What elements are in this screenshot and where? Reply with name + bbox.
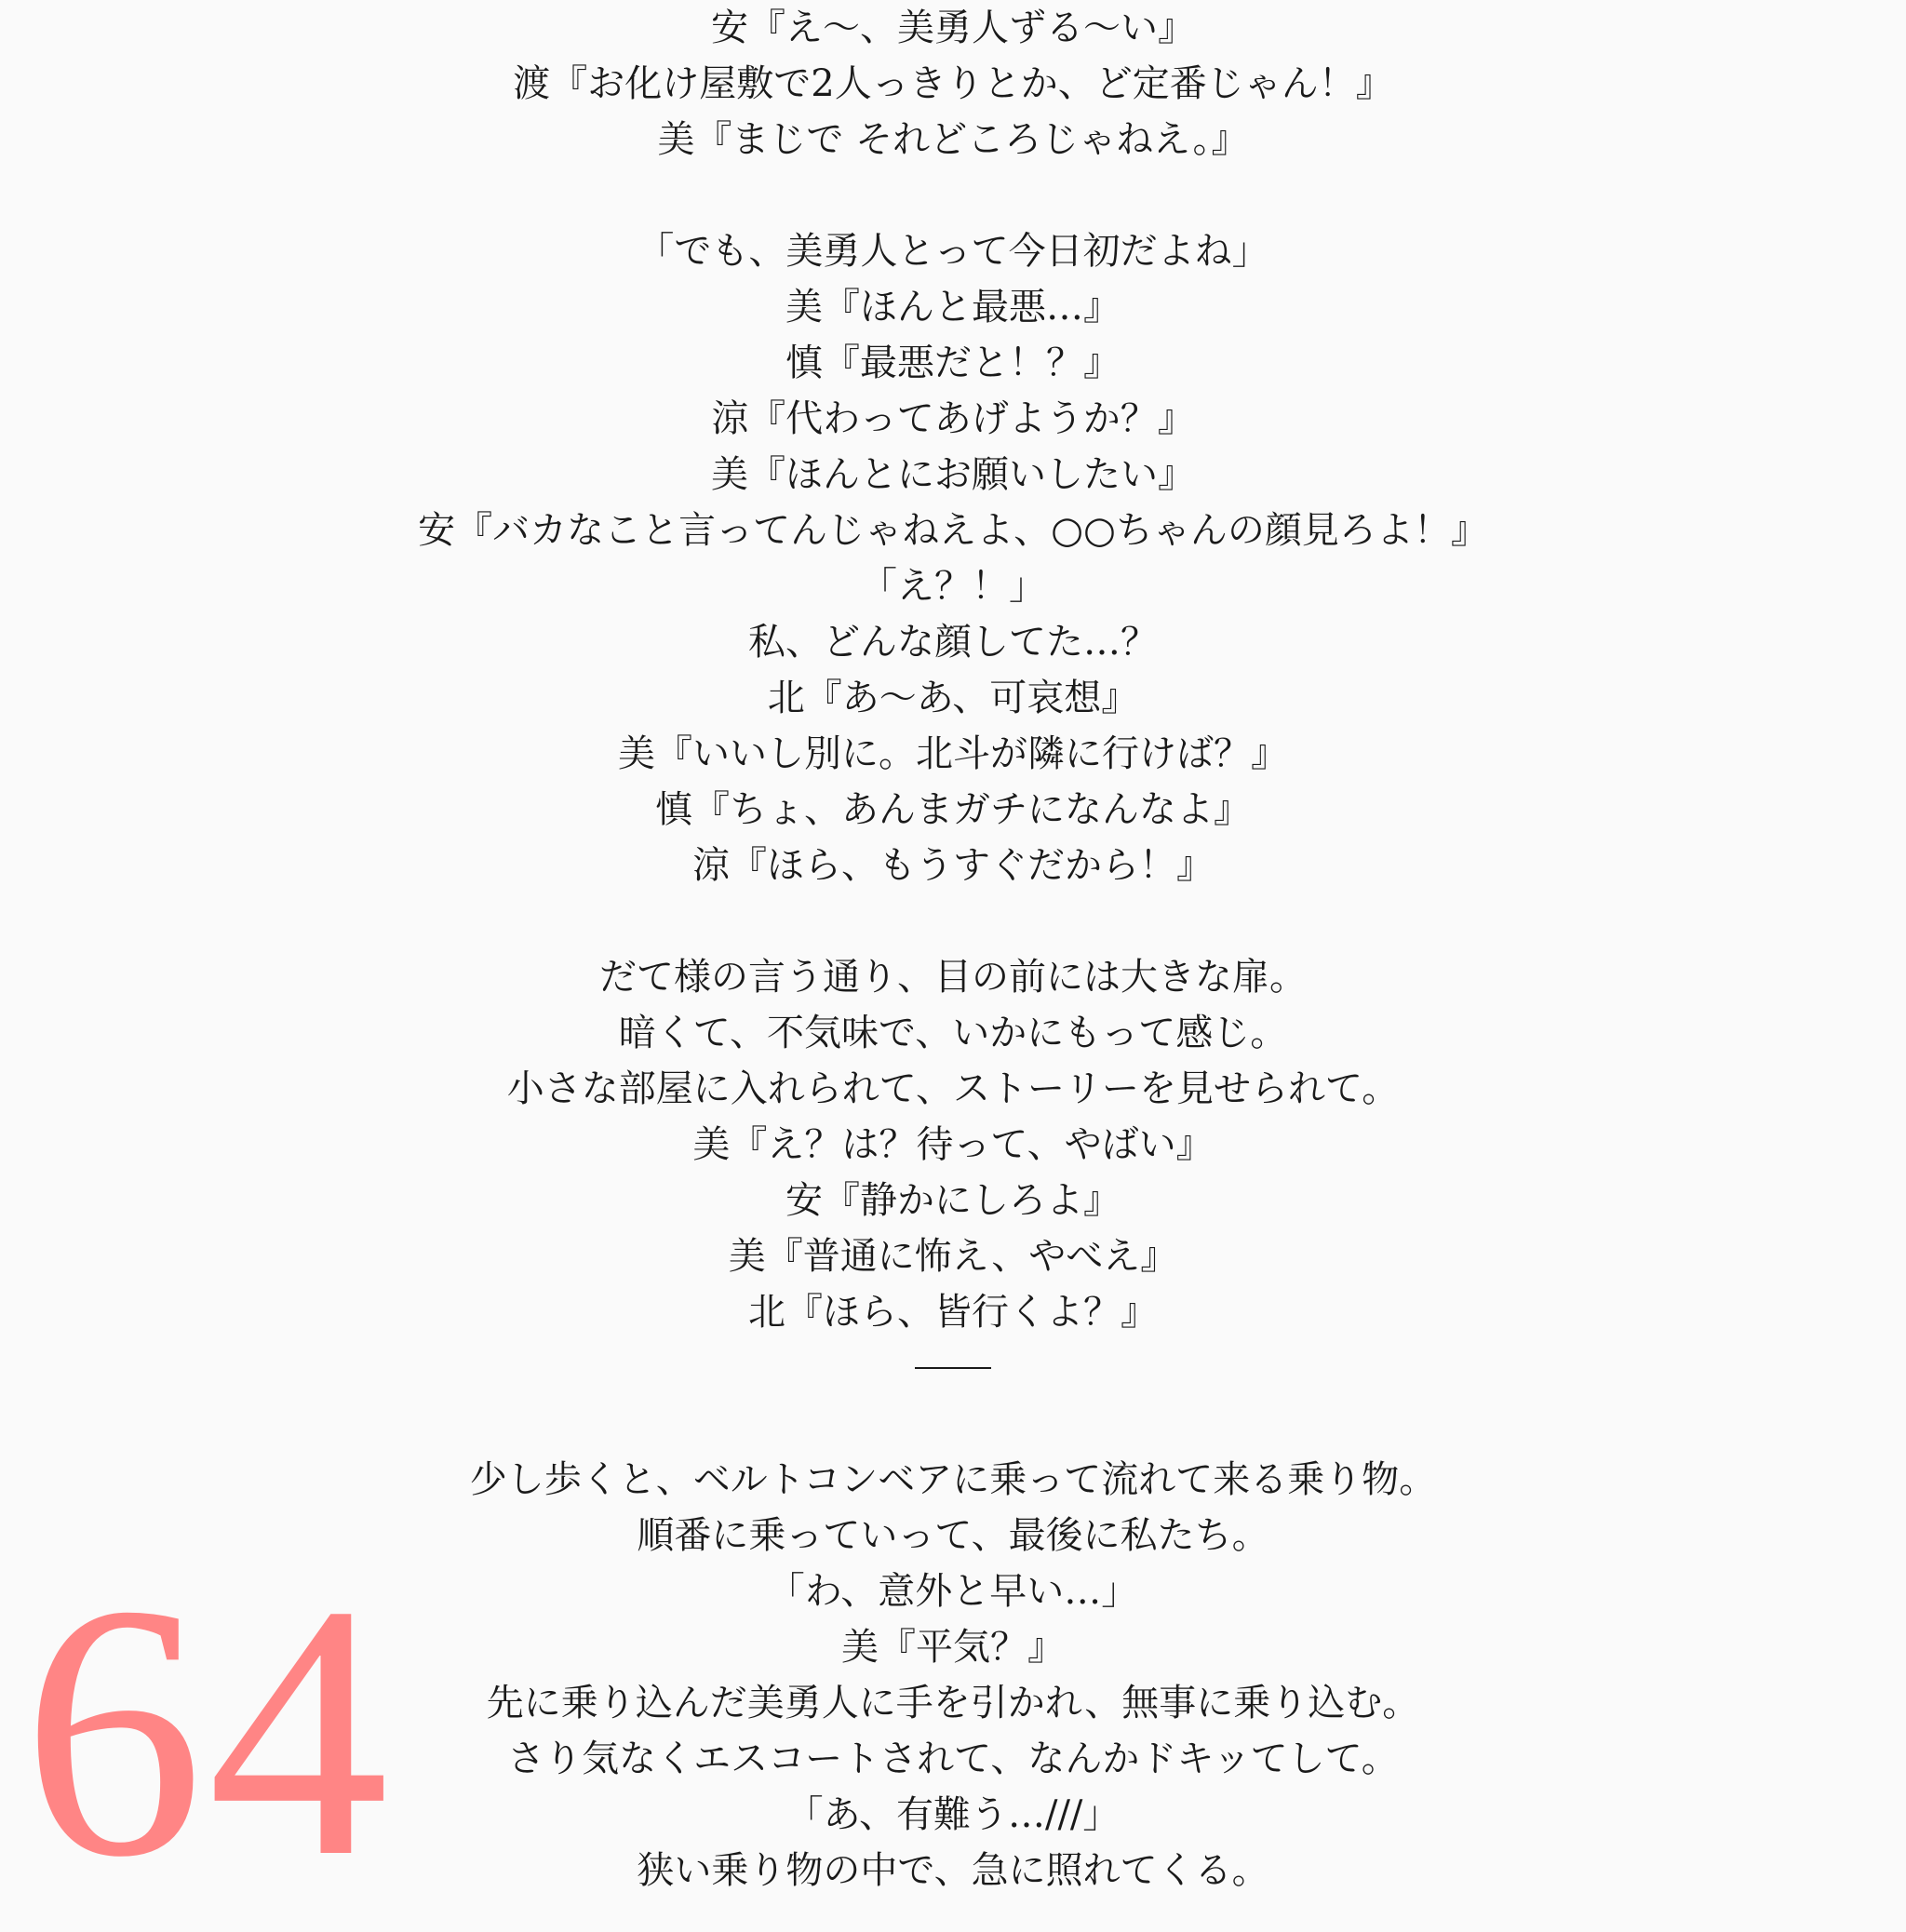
scene-divider	[0, 1340, 1906, 1396]
story-line: 「え？！」	[860, 565, 1046, 608]
story-line: 慎『最悪だと！？』	[785, 342, 1121, 384]
story-line: 北『あ〜あ、可哀想』	[767, 677, 1139, 719]
story-line: 安『静かにしろよ』	[785, 1179, 1121, 1222]
story-line: 安『え〜、美勇人ずる〜い』	[711, 7, 1195, 49]
blank-line	[0, 1396, 1906, 1452]
story-line: 狭い乗り物の中で、急に照れてくる。	[637, 1849, 1269, 1892]
story-line: 涼『ほら、もうすぐだから！』	[692, 844, 1214, 887]
divider-rule	[915, 1367, 991, 1369]
story-line: 小さな部屋に入れられて、ストーリーを見せられて。	[506, 1067, 1400, 1110]
story-line: 美『いいし別に。北斗が隣に行けば？』	[618, 732, 1288, 775]
story-line: 安『バカなこと言ってんじゃねえよ、○○ちゃんの顔見ろよ！』	[418, 509, 1488, 552]
story-line: 美『ほんと最悪…』	[785, 286, 1121, 329]
story-line: 少し歩くと、ベルトコンベアに乗って流れて来る乗り物。	[469, 1458, 1437, 1501]
story-line: 暗くて、不気味で、いかにもって感じ。	[618, 1012, 1288, 1054]
story-line: 「あ、有難う…///」	[785, 1793, 1121, 1836]
story-line: 美『平気？』	[841, 1626, 1065, 1669]
story-line: 美『普通に怖え、やべえ』	[728, 1235, 1178, 1278]
story-line: 美『え？は？待って、やばい』	[692, 1123, 1214, 1166]
story-line: 北『ほら、皆行くよ？』	[748, 1291, 1158, 1334]
story-line: 順番に乗っていって、最後に私たち。	[637, 1514, 1269, 1557]
story-line: 渡『お化け屋敷で2人っきりとか、ど定番じゃん！』	[513, 62, 1393, 105]
story-line: 慎『ちょ、あんまガチになんなよ』	[655, 788, 1251, 831]
story-line: だて様の言う通り、目の前には大きな扉。	[599, 956, 1307, 999]
page-number: 64	[22, 1530, 393, 1932]
story-line: さり気なくエスコートされて、なんかドキッてして。	[507, 1737, 1399, 1780]
story-line: 涼『代わってあげようか？』	[711, 397, 1195, 440]
blank-line	[0, 168, 1906, 223]
story-line: 先に乗り込んだ美勇人に手を引かれ、無事に乗り込む。	[486, 1682, 1420, 1724]
story-line: 美『ほんとにお願いしたい』	[711, 453, 1195, 496]
story-line: 「わ、意外と早い…」	[767, 1570, 1139, 1613]
blank-line	[0, 893, 1906, 949]
story-line: 私、どんな顔してた…？	[748, 621, 1158, 664]
story-line: 「でも、美勇人とって今日初だよね」	[637, 230, 1269, 273]
story-line: 美『まじで それどころじゃねえ。』	[657, 118, 1249, 161]
